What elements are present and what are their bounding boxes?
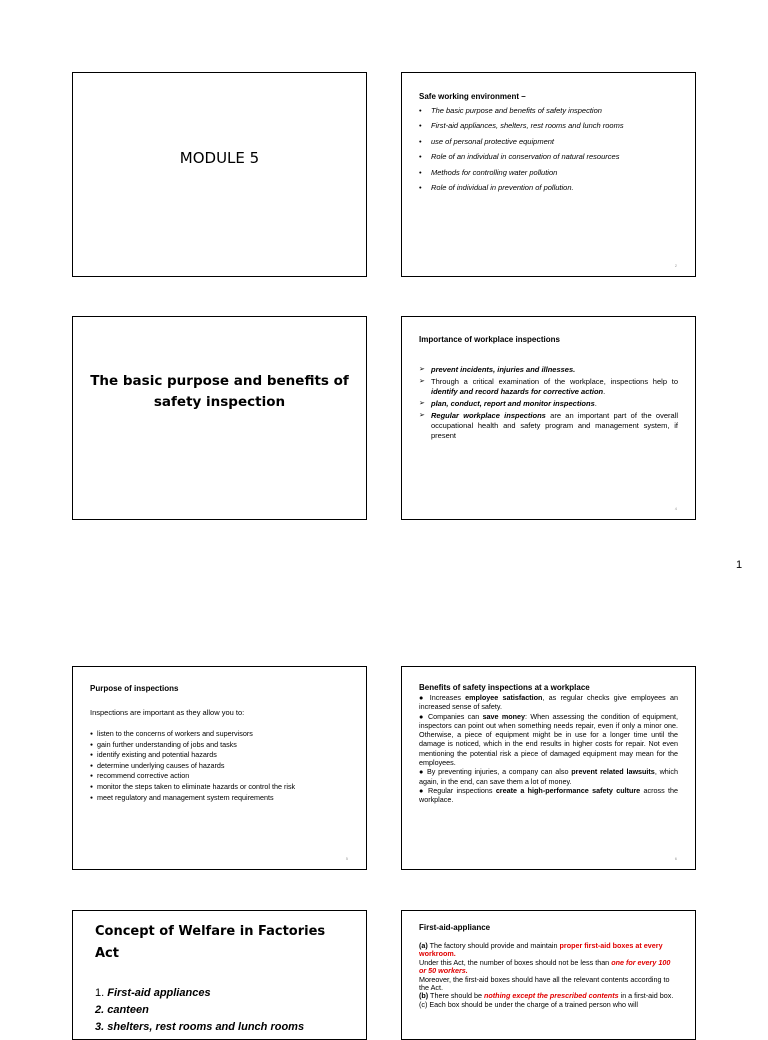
plain-text: ● By preventing injuries, a company can also xyxy=(419,767,572,777)
paragraph xyxy=(419,942,678,959)
plain-text: ● Companies can xyxy=(419,711,483,721)
list-item: ● recommend corrective action xyxy=(90,771,295,782)
slide-section-title xyxy=(72,316,367,520)
paragraph xyxy=(419,767,678,786)
item-text: First-aid appliances xyxy=(107,987,211,999)
list-item: • First-aid appliances, shelters, rest rooms and lunch rooms xyxy=(419,121,624,130)
slide-heading: Purpose of inspections xyxy=(90,684,179,693)
slide-number: 2 xyxy=(674,263,677,268)
paragraph xyxy=(419,712,678,768)
item-number: 1. xyxy=(95,987,105,999)
highlight-text: one for every 100 or 50 workers. xyxy=(419,957,671,976)
slide-heading: First-aid-appliance xyxy=(419,923,491,932)
list-item xyxy=(419,411,678,441)
slide-first-aid-appliance xyxy=(401,910,696,1040)
slide-number: 5 xyxy=(345,856,348,861)
page-number: 1 xyxy=(736,559,743,571)
plain-text: There should be xyxy=(428,991,484,1001)
list-item: • use of personal protective equipment xyxy=(419,137,624,146)
emphasis-text: identify and record hazards for corrective action xyxy=(431,387,604,396)
plain-text: The factory should provide and maintain xyxy=(427,941,560,950)
plain-text: across the workplace. xyxy=(419,785,678,805)
slide-safe-working-environment xyxy=(401,72,696,277)
list-item: ● gain further understanding of jobs and tasks xyxy=(90,740,295,751)
plain-text: ● Regular inspections xyxy=(419,785,496,795)
slide-title: Concept of Welfare in Factories Act xyxy=(95,924,326,961)
emphasis-text: plan, conduct, report and monitor inspections xyxy=(431,399,595,408)
list-item xyxy=(95,985,304,1002)
list-item: • Role of individual in prevention of pollution. xyxy=(419,183,624,192)
slide-body xyxy=(419,693,678,805)
slide-benefits-of-inspections xyxy=(401,666,696,870)
topic-list xyxy=(419,106,624,198)
slide-purpose-of-inspections xyxy=(72,666,367,870)
arrow-list xyxy=(419,365,678,443)
slide-body xyxy=(419,942,678,1009)
list-item xyxy=(419,377,678,397)
bold-text: prevent related lawsuits xyxy=(571,767,655,777)
plain-text: . xyxy=(603,387,606,396)
slide-welfare-concept xyxy=(72,910,367,1040)
list-item: ● monitor the steps taken to eliminate hazards or control the risk xyxy=(90,782,295,793)
slide-heading: Benefits of safety inspections at a workplace xyxy=(419,683,590,692)
highlight-text: proper first-aid boxes at every workroom. xyxy=(419,941,663,959)
slide-module-title xyxy=(72,72,367,277)
list-item: ● identify existing and potential hazards xyxy=(90,750,295,761)
paragraph: Moreover, the first-aid boxes should have all the relevant contents according to the Act. xyxy=(419,974,670,993)
intro-text: Inspections are important as they allow you to: xyxy=(90,708,245,717)
plain-text: Under this Act, the number of boxes should not be less than xyxy=(419,957,612,967)
bold-text: save money xyxy=(482,711,526,721)
slide-importance-of-inspections xyxy=(401,316,696,520)
list-item: ● determine underlying causes of hazards xyxy=(90,761,295,772)
bold-text: (b) xyxy=(419,991,429,1001)
highlight-text: nothing except the prescribed contents xyxy=(484,991,619,1001)
bold-text: employee satisfaction xyxy=(465,693,543,702)
list-item xyxy=(419,365,678,375)
plain-text: are an important part of the overall occupational health and safety program and management system, if present xyxy=(431,411,678,440)
slide-number: 4 xyxy=(674,506,677,511)
welfare-list xyxy=(95,985,304,1036)
slide-heading: Importance of workplace inspections xyxy=(419,335,560,344)
plain-text: ● Increases xyxy=(419,693,466,702)
item-text: 3. shelters, rest rooms and lunch rooms xyxy=(95,1021,305,1033)
list-item: ● listen to the concerns of workers and supervisors xyxy=(90,729,295,740)
emphasis-text: Regular workplace inspections xyxy=(431,411,546,420)
plain-text: , as regular checks give employees an increased sense of safety. xyxy=(419,693,678,712)
list-item: ● meet regulatory and management system requirements xyxy=(90,793,295,804)
paragraph: (c) Each box should be under the charge of a trained person who will xyxy=(419,999,638,1009)
plain-text: , which again, in the end, can save them a lot of money. xyxy=(419,767,678,786)
list-item: • Methods for controlling water pollution xyxy=(419,168,624,177)
slide-heading: Safe working environment – xyxy=(419,92,526,101)
emphasis-text: prevent incidents, injuries and illnesses. xyxy=(431,365,576,374)
list-item xyxy=(95,1002,304,1019)
slide-number: 6 xyxy=(674,856,677,861)
paragraph xyxy=(419,786,678,805)
item-text: 2. canteen xyxy=(95,1004,149,1016)
paragraph xyxy=(419,959,678,976)
section-title: The basic purpose and benefits of safety inspection xyxy=(90,373,349,410)
plain-text: : When assessing the condition of equipment, inspectors can point out when something needs repair, even if only a minor one. Otherwise, a piece of equipment might be in use for a longer time until the damage is noticed, which in the end results in higher costs for repair. Not even mentioning the potential risk a piece of damaged equipment may mean for the employees. xyxy=(419,711,678,768)
list-item xyxy=(95,1019,304,1036)
paragraph xyxy=(419,693,678,712)
list-item xyxy=(419,399,678,409)
purpose-list xyxy=(90,729,295,803)
list-item: • Role of an individual in conservation of natural resources xyxy=(419,152,624,161)
list-item: • The basic purpose and benefits of safety inspection xyxy=(419,106,624,115)
bold-text: (a) xyxy=(419,941,428,950)
plain-text: Through a critical examination of the workplace, inspections help to xyxy=(431,377,678,386)
plain-text: in a first-aid box. xyxy=(618,991,674,1001)
bold-text: create a high-performance safety culture xyxy=(495,785,641,795)
module-title: MODULE 5 xyxy=(179,149,260,167)
plain-text: . xyxy=(594,399,597,408)
